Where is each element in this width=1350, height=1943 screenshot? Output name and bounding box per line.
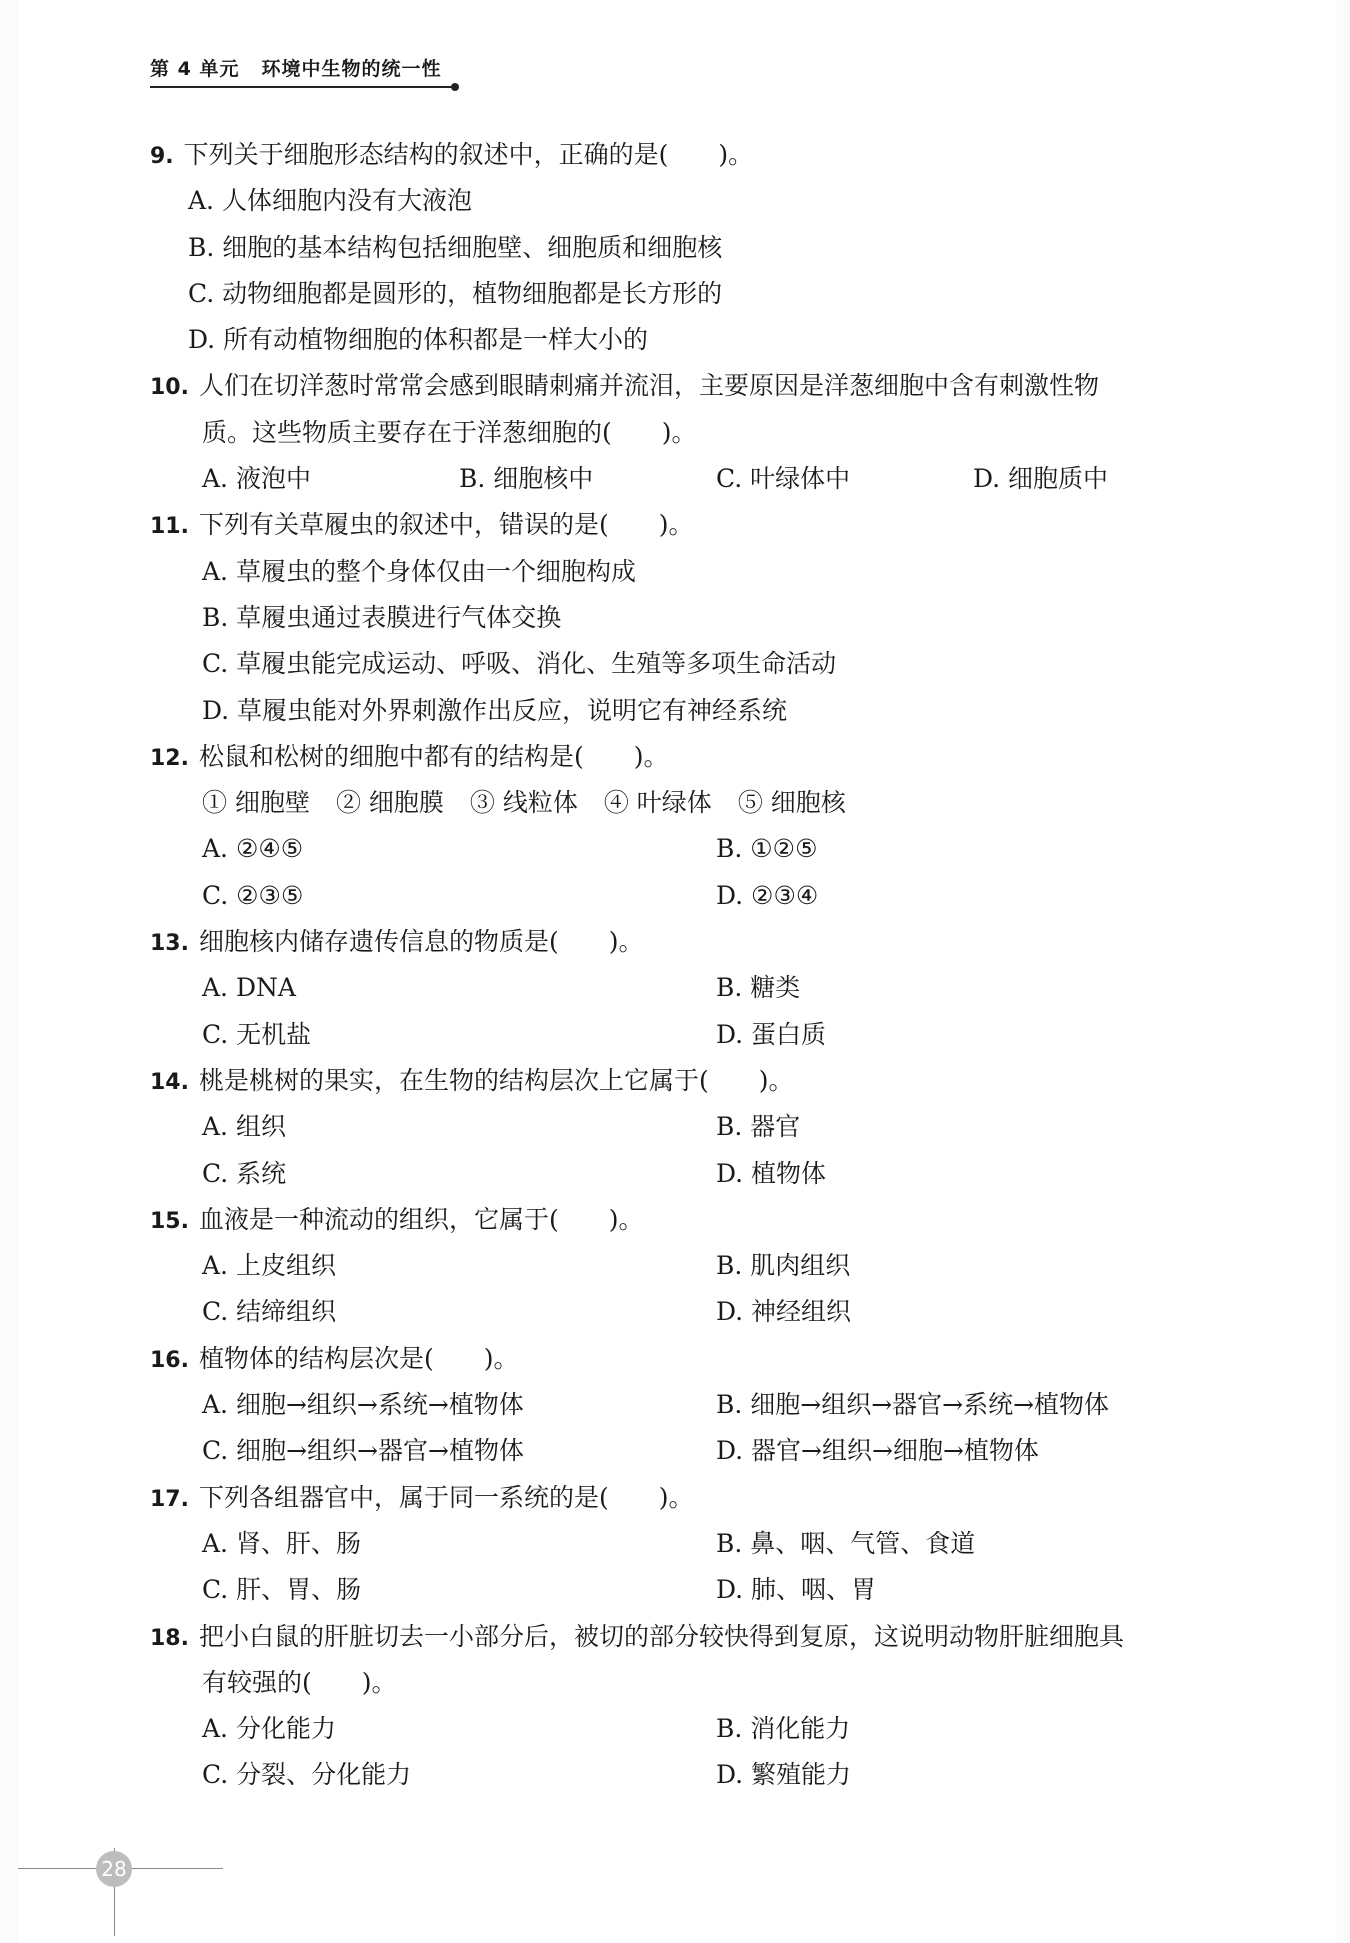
question-stem: 下列各组器官中，属于同一系统的是( )。 xyxy=(198,1482,694,1512)
option-c: C. 细胞→组织→器官→植物体 xyxy=(202,1436,524,1466)
structure-item: ① 细胞壁 xyxy=(202,788,310,818)
option-row xyxy=(150,1567,1230,1613)
question-number: 12. xyxy=(150,745,189,771)
option-row xyxy=(150,1151,1230,1197)
option-a: A. ②④⑤ xyxy=(202,834,304,864)
option-d: D. 肺、咽、胃 xyxy=(716,1575,877,1605)
option-c: C. 草履虫能完成运动、呼吸、消化、生殖等多项生命活动 xyxy=(202,649,837,679)
question-15 xyxy=(150,1197,1230,1336)
running-header xyxy=(150,54,441,81)
question-stem: 细胞核内储存遗传信息的物质是( )。 xyxy=(198,927,644,957)
question-number: 15. xyxy=(150,1208,189,1234)
page-number: 28 xyxy=(96,1851,132,1887)
question-number: 14. xyxy=(150,1069,189,1095)
option-c: C. 分裂、分化能力 xyxy=(202,1760,412,1790)
option-b: B. 细胞的基本结构包括细胞壁、细胞质和细胞核 xyxy=(188,232,723,262)
option-c: C. 叶绿体中 xyxy=(716,464,851,494)
option-d: D. 繁殖能力 xyxy=(716,1760,852,1790)
unit-label: 第 4 单元 xyxy=(150,58,240,80)
option-d: D. 所有动植物细胞的体积都是一样大小的 xyxy=(188,325,649,355)
question-13 xyxy=(150,919,1230,1058)
question-number: 11. xyxy=(150,514,189,540)
question-stem-continued: 有较强的( )。 xyxy=(202,1667,397,1697)
option-row xyxy=(150,1752,1230,1798)
question-number: 10. xyxy=(150,375,189,401)
question-number: 13. xyxy=(150,931,189,957)
option-c: C. 无机盐 xyxy=(202,1019,312,1049)
option-row xyxy=(150,1289,1230,1335)
option-a: A. DNA xyxy=(202,973,296,1003)
option-a: A. 肾、肝、肠 xyxy=(202,1528,361,1558)
option-d: D. 蛋白质 xyxy=(716,1019,827,1049)
question-18 xyxy=(150,1614,1230,1799)
header-dot xyxy=(451,83,459,91)
option-row xyxy=(150,1706,1230,1752)
option-row xyxy=(150,1521,1230,1567)
question-list xyxy=(150,132,1230,1799)
option-b: B. 细胞→组织→器官→系统→植物体 xyxy=(716,1390,1110,1420)
option-row xyxy=(150,826,1230,872)
question-10 xyxy=(150,363,1230,502)
question-11 xyxy=(150,502,1230,733)
structure-item: ⑤ 细胞核 xyxy=(737,788,846,818)
option-b: B. 糖类 xyxy=(716,973,801,1003)
question-number: 9. xyxy=(150,144,174,169)
question-14 xyxy=(150,1058,1230,1197)
question-number: 16. xyxy=(150,1347,189,1373)
structure-item: ④ 叶绿体 xyxy=(603,788,712,818)
option-row xyxy=(150,965,1230,1011)
structure-list xyxy=(150,780,1230,826)
option-c: C. 系统 xyxy=(202,1158,287,1188)
question-9 xyxy=(150,132,1230,363)
structure-item: ③ 线粒体 xyxy=(469,788,578,818)
option-a: A. 组织 xyxy=(202,1112,286,1142)
option-d: D. 植物体 xyxy=(716,1158,827,1188)
option-b: B. 消化能力 xyxy=(716,1714,851,1744)
header-rule xyxy=(150,86,455,88)
option-c: C. 肝、胃、肠 xyxy=(202,1575,362,1605)
option-row xyxy=(150,1104,1230,1150)
option-a: A. 分化能力 xyxy=(202,1714,336,1744)
question-stem: 把小白鼠的肝脏切去一小部分后，被切的部分较快得到复原，这说明动物肝脏细胞具 xyxy=(198,1621,1124,1651)
option-b: B. 细胞核中 xyxy=(459,464,594,494)
option-c: C. 动物细胞都是圆形的，植物细胞都是长方形的 xyxy=(188,278,723,308)
question-stem: 下列关于细胞形态结构的叙述中，正确的是( )。 xyxy=(183,140,754,169)
question-stem-continued: 质。这些物质主要存在于洋葱细胞的( )。 xyxy=(202,417,697,447)
option-b: B. 鼻、咽、气管、食道 xyxy=(716,1528,976,1558)
question-stem: 植物体的结构层次是( )。 xyxy=(198,1343,519,1373)
question-stem: 血液是一种流动的组织，它属于( )。 xyxy=(198,1204,644,1234)
option-d: D. 草履虫能对外界刺激作出反应，说明它有神经系统 xyxy=(202,695,788,725)
question-stem: 下列有关草履虫的叙述中，错误的是( )。 xyxy=(198,510,694,540)
question-stem: 人们在切洋葱时常常会感到眼睛刺痛并流泪，主要原因是洋葱细胞中含有刺激性物 xyxy=(198,371,1099,401)
structure-item: ② 细胞膜 xyxy=(335,788,444,818)
option-b: B. 器官 xyxy=(716,1112,801,1142)
option-row xyxy=(150,1382,1230,1428)
option-a: A. 人体细胞内没有大液泡 xyxy=(188,186,472,216)
option-a: A. 上皮组织 xyxy=(202,1251,336,1281)
option-row xyxy=(150,1428,1230,1474)
option-row xyxy=(150,873,1230,919)
option-a: A. 细胞→组织→系统→植物体 xyxy=(202,1390,524,1420)
option-c: C. ②③⑤ xyxy=(202,880,304,910)
option-row xyxy=(150,1243,1230,1289)
option-row xyxy=(150,456,1230,502)
unit-title: 环境中生物的统一性 xyxy=(261,58,442,80)
option-a: A. 草履虫的整个身体仅由一个细胞构成 xyxy=(202,556,636,586)
question-stem: 桃是桃树的果实，在生物的结构层次上它属于( )。 xyxy=(198,1065,794,1095)
question-12 xyxy=(150,734,1230,919)
option-d: D. 细胞质中 xyxy=(973,464,1109,494)
option-b: B. ①②⑤ xyxy=(716,834,818,864)
option-d: D. 神经组织 xyxy=(716,1297,852,1327)
option-b: B. 肌肉组织 xyxy=(716,1251,851,1281)
option-row xyxy=(150,1012,1230,1058)
option-d: D. 器官→组织→细胞→植物体 xyxy=(716,1436,1039,1466)
question-number: 17. xyxy=(150,1486,189,1512)
question-stem: 松鼠和松树的细胞中都有的结构是( )。 xyxy=(198,741,669,771)
question-number: 18. xyxy=(150,1625,189,1651)
question-16 xyxy=(150,1336,1230,1475)
option-c: C. 结缔组织 xyxy=(202,1297,337,1327)
option-d: D. ②③④ xyxy=(716,880,819,910)
option-a: A. 液泡中 xyxy=(202,464,311,494)
question-17 xyxy=(150,1475,1230,1614)
option-b: B. 草履虫通过表膜进行气体交换 xyxy=(202,602,562,632)
